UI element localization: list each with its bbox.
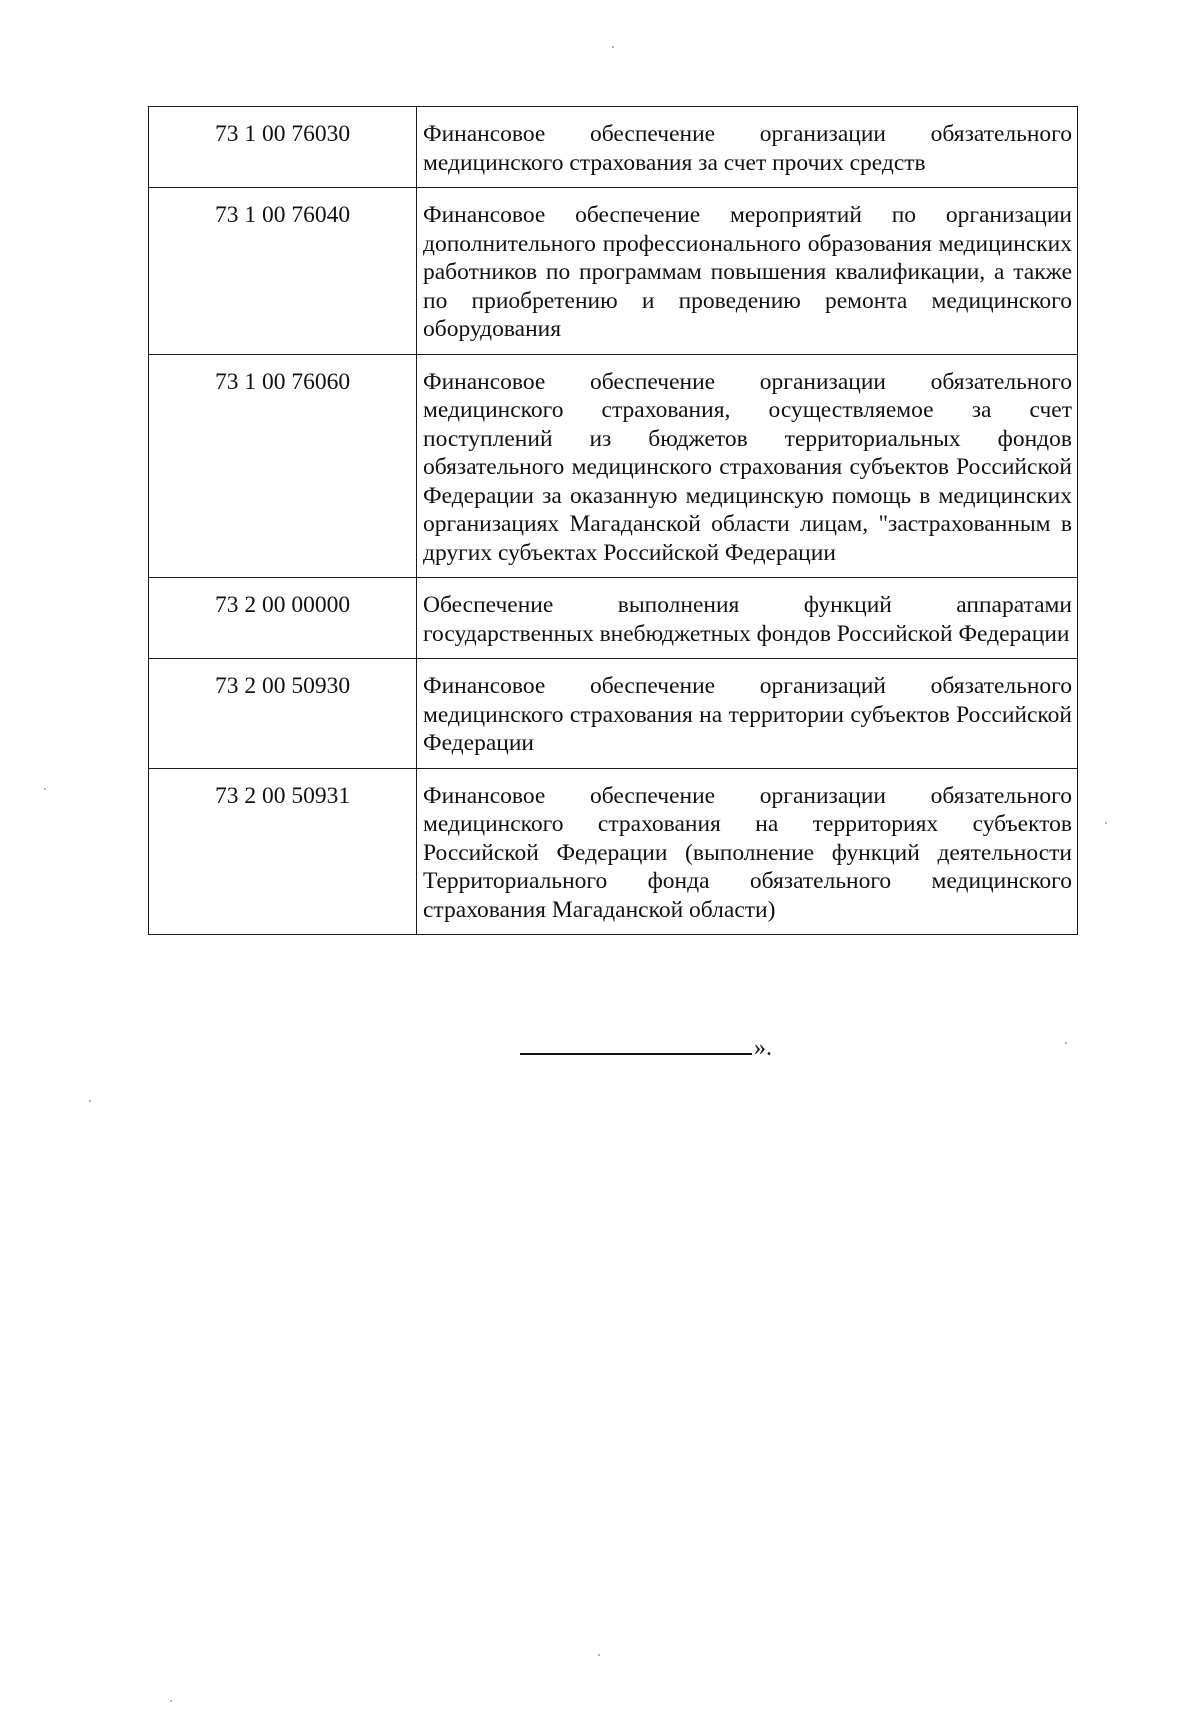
row-code: 73 2 00 50931 <box>149 768 417 935</box>
row-code: 73 1 00 76030 <box>149 107 417 188</box>
table-row <box>149 659 1078 769</box>
scan-speck <box>1065 1042 1067 1044</box>
row-code: 73 2 00 00000 <box>149 578 417 659</box>
budget-codes-table <box>148 106 1078 935</box>
table-row <box>149 107 1078 188</box>
table-row <box>149 188 1078 355</box>
row-code: 73 1 00 76060 <box>149 354 417 578</box>
row-description: Финансовое обеспечение мероприятий по организации дополнительного профессионального образования медицинских работников по программам повышения квалификации, а также по приобретению и проведению ремонта медицинского оборудования <box>417 188 1078 355</box>
row-description: Финансовое обеспечение организации обязательного медицинского страхования за счет прочих средств <box>417 107 1078 188</box>
row-description: Обеспечение выполнения функций аппаратами государственных внебюджетных фондов Российской Федерации <box>417 578 1078 659</box>
table-row <box>149 354 1078 578</box>
row-description: Финансовое обеспечение организации обязательного медицинского страхования на территориях субъектов Российской Федерации (выполнение функций деятельности Территориального фонда обязательного медицинского страхования Магаданской области) <box>417 768 1078 935</box>
table-row <box>149 768 1078 935</box>
scan-speck <box>598 1654 600 1656</box>
row-description: Финансовое обеспечение организации обязательного медицинского страхования, осуществляемое за счет поступлений из бюджетов территориальных фондов обязательного медицинского страхования субъектов Российской Федерации за оказанную медицинскую помощь в медицинских организациях Магаданской области лицам, "застрахованным в других субъектах Российской Федерации <box>417 354 1078 578</box>
closing-underline <box>520 1052 752 1055</box>
scan-speck <box>44 788 46 790</box>
row-code: 73 2 00 50930 <box>149 659 417 769</box>
closing-mark <box>520 1033 772 1063</box>
row-description: Финансовое обеспечение организаций обязательного медицинского страхования на территории субъектов Российской Федерации <box>417 659 1078 769</box>
table-row <box>149 578 1078 659</box>
scan-speck <box>612 46 614 48</box>
scan-speck <box>89 1100 91 1102</box>
scan-speck <box>170 1700 172 1702</box>
closing-quote: ». <box>754 1035 772 1061</box>
scan-speck <box>1105 822 1107 824</box>
row-code: 73 1 00 76040 <box>149 188 417 355</box>
